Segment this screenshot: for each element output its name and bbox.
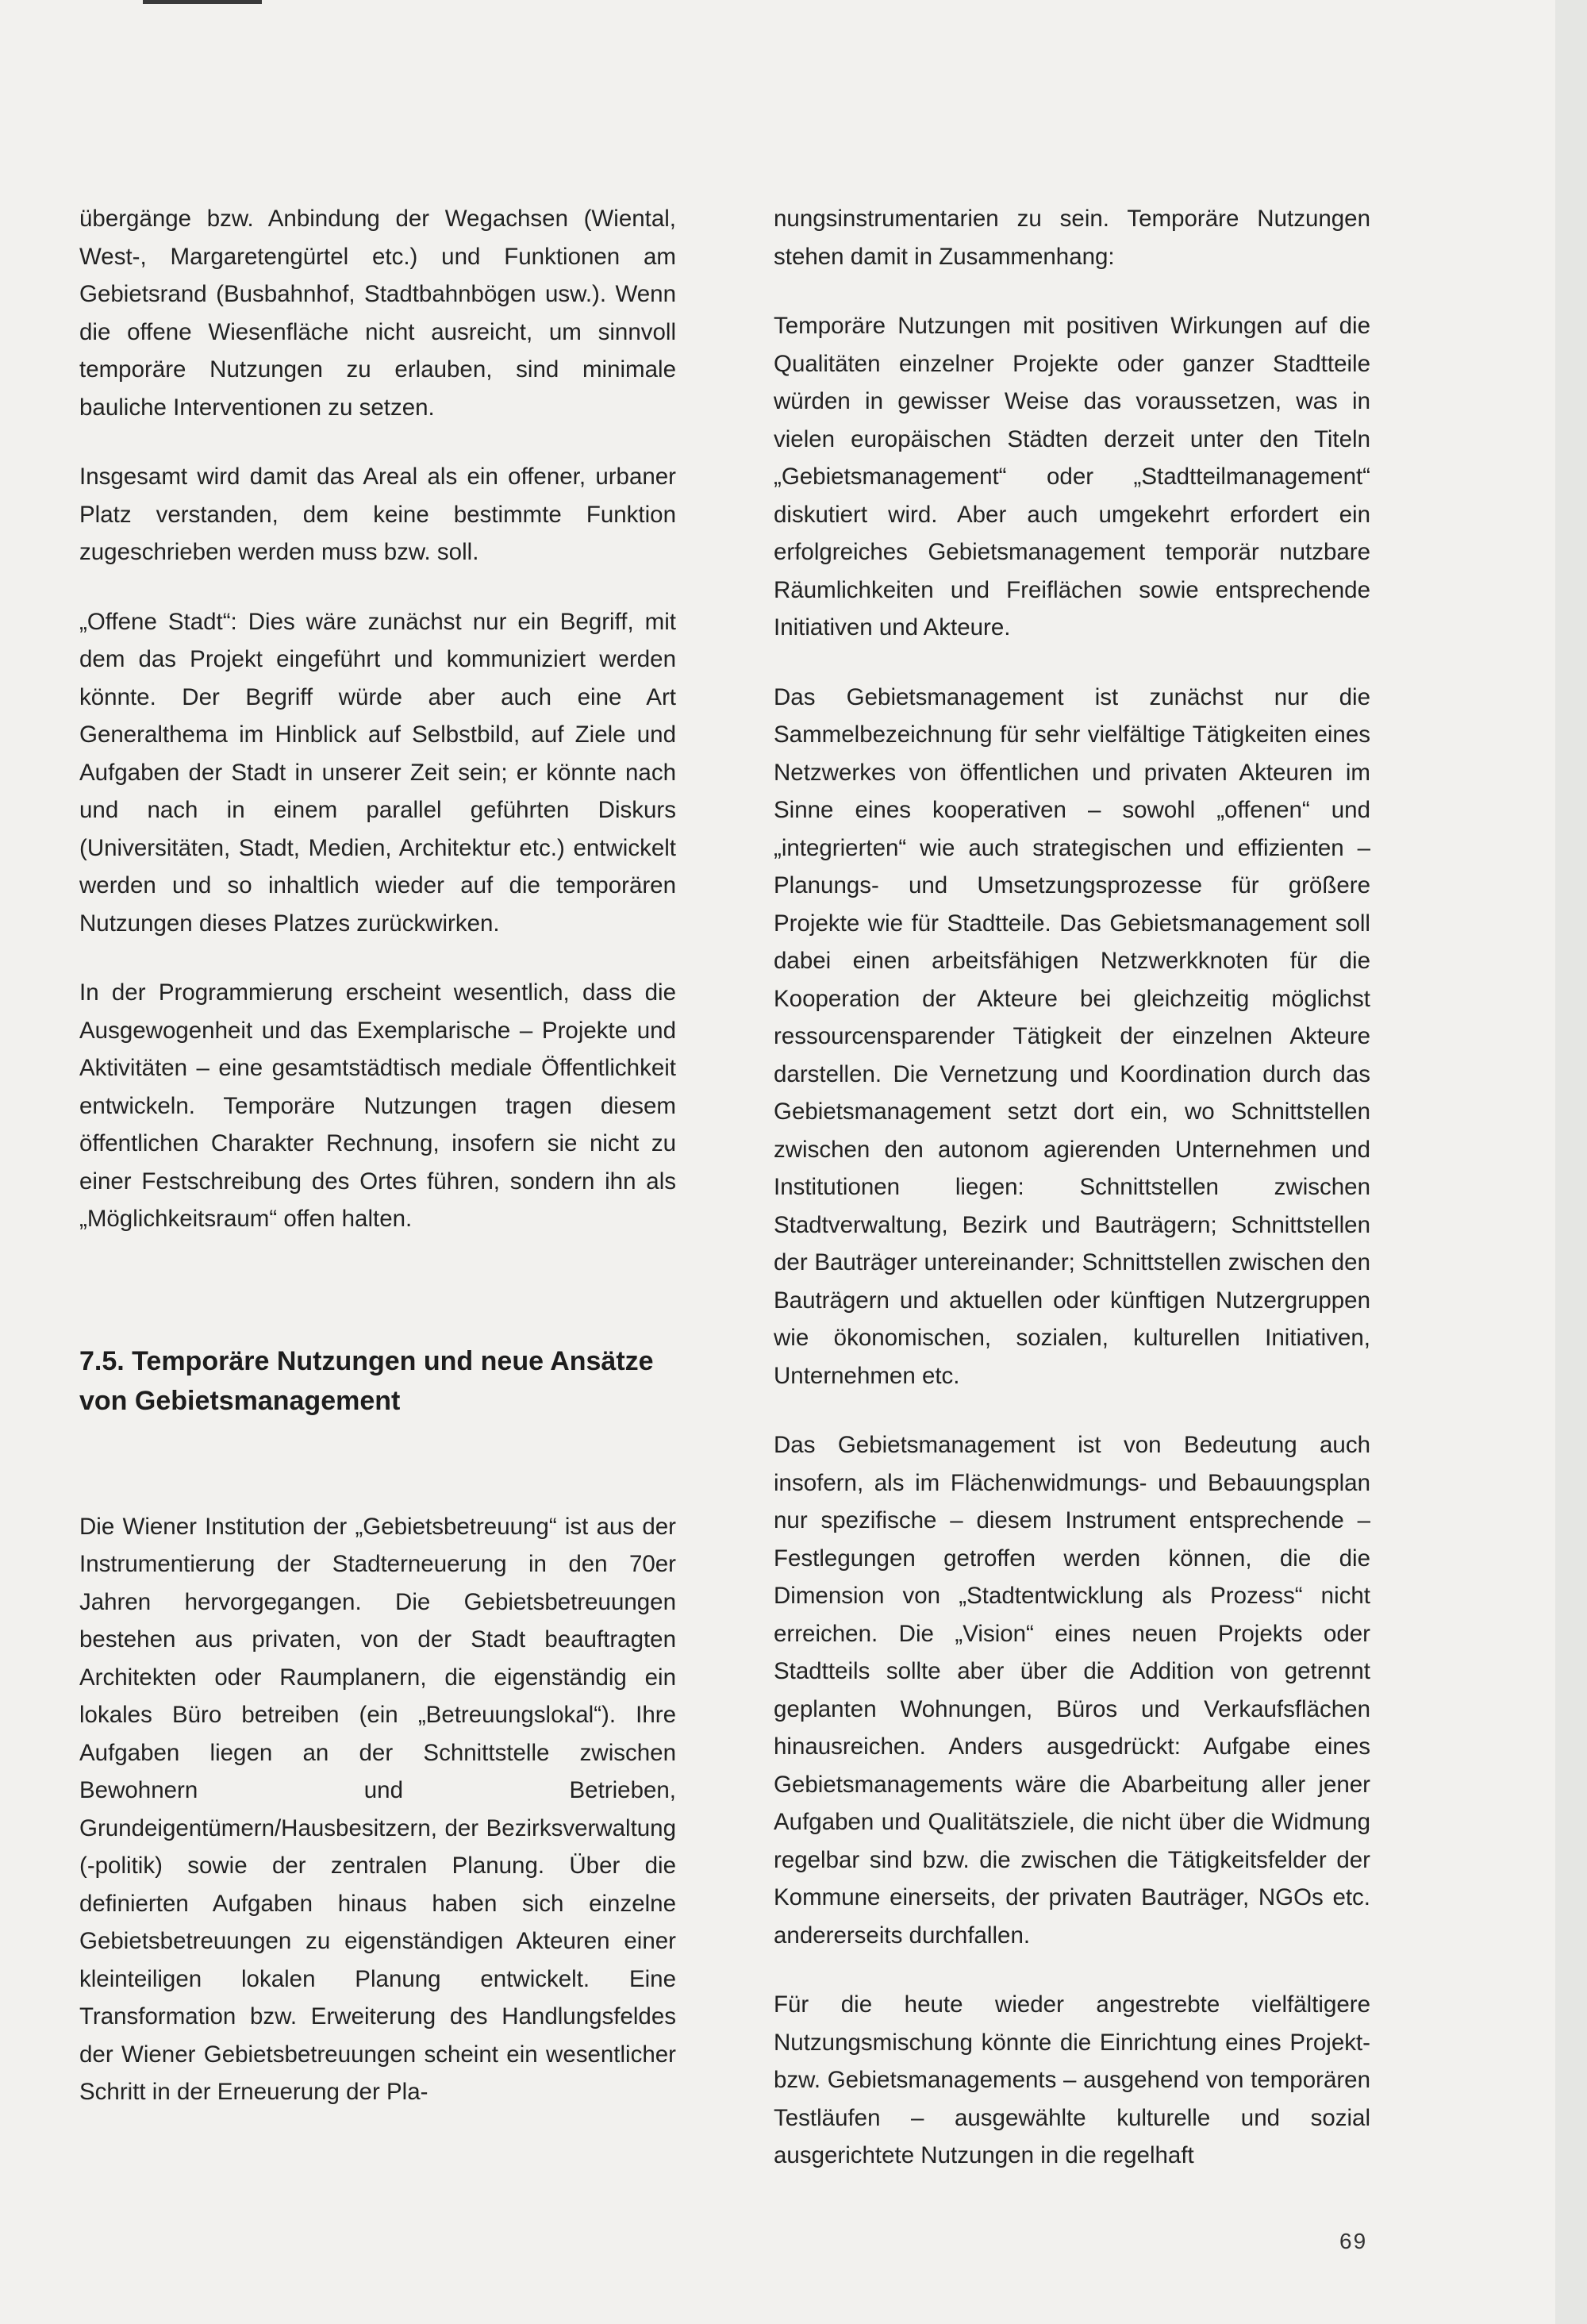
paragraph: Insgesamt wird damit das Areal als ein offener, urbaner Platz verstanden, dem keine bestimmte Funktion zugeschrieben werden muss bzw. soll. <box>79 464 676 565</box>
paragraph: Die Wiener Institution der „Gebietsbetreuung“ ist aus der Instrumentierung der Stadterneuerung in den 70er Jahren hervorgegangen. Die Gebietsbetreuungen bestehen aus privaten, von der Stadt beauftragten Architekten oder Raumplanern, die eigenständig ein lokales Büro betreiben (ein „Betreuungslokal“). Ihre Aufgaben liegen an der Schnittstelle zwischen Bewohnern und Betrieben, Grundeigentümern/Hausbesitzern, der Bezirksverwaltung (-politik) sowie der zentralen Planung. Über die definierten Aufgaben hinaus haben sich einzelne Gebietsbetreuungen zu eigenständigen Akteuren einer kleinteiligen lokalen Planung entwickelt. Eine Transformation bzw. Erweiterung des Handlungsfeldes der Wiener Gebietsbetreuungen scheint ein wesentlicher Schritt in der Erneuerung der Pla- <box>79 1513 676 2105</box>
section-heading <box>79 1341 676 1421</box>
paragraph: Temporäre Nutzungen mit positiven Wirkungen auf die Qualitäten einzelner Projekte oder ganzer Stadtteile würden in gewisser Weise das voraussetzen, was in vielen europäischen Städten derzeit unter den Titeln „Gebietsmanagement“ oder „Stadtteilmanagement“ diskutiert wird. Aber auch umgekehrt erfordert ein erfolgreiches Gebietsmanagement temporär nutzbare Räumlichkeiten und Freiflächen sowie entsprechende Initiativen und Akteure. <box>774 313 1370 641</box>
paragraph: Das Gebietsmanagement ist von Bedeutung auch insofern, als im Flächenwidmungs- und Bebauungsplan nur spezifische – diesem Instrument entsprechende – Festlegungen getroffen werden können, die die Dimension von „Stadtentwicklung als Prozess“ nicht erreichen. Die „Vision“ eines neuen Projekts oder Stadtteils sollte aber über die Addition von getrennt geplanten Wohnungen, Büros und Verkaufsflächen hinausreichen. Anders ausgedrückt: Aufgabe eines Gebietsmanagements wäre die Abarbeitung aller jener Aufgaben und Qualitätsziele, die nicht über die Widmung regelbar sind bzw. die zwischen die Tätigkeitsfelder der Kommune einerseits, der privaten Bauträger, NGOs etc. andererseits durchfallen. <box>774 1432 1370 1949</box>
paragraph: „Offene Stadt“: Dies wäre zunächst nur ein Begriff, mit dem das Projekt eingeführt und kommuniziert werden könnte. Der Begriff würde aber auch eine Art Generalthema im Hinblick auf Selbstbild, auf Ziele und Aufgaben der Stadt in unserer Zeit sein; er könnte nach und nach in einem parallel geführten Diskurs (Universitäten, Stadt, Medien, Architektur etc.) entwickelt werden und so inhaltlich wieder auf die temporären Nutzungen dieses Platzes zurückwirken. <box>79 608 676 937</box>
paragraph: übergänge bzw. Anbindung der Wegachsen (Wiental, West-, Margaretengürtel etc.) und Funktionen am Gebietsrand (Busbahnhof, Stadtbahnbögen usw.). Wenn die offene Wiesenfläche nicht ausreicht, um sinnvoll temporäre Nutzungen zu erlauben, sind minimale bauliche Interventionen zu setzen. <box>79 206 676 421</box>
paragraph: Für die heute wieder angestrebte vielfältigere Nutzungsmischung könnte die Einrichtung eines Projekt- bzw. Gebietsmanagements – ausgehend von temporären Testläufen – ausgewählte kulturelle und sozial ausgerichtete Nutzungen in die regelhaft <box>774 1991 1370 2168</box>
paragraph: nungsinstrumentarien zu sein. Temporäre Nutzungen stehen damit in Zusammenhang: <box>774 206 1370 270</box>
section-title: Temporäre Nutzungen und neue Ansätze von Gebietsmanagement <box>79 1345 654 1416</box>
right-text-column <box>774 200 1370 2207</box>
left-text-column <box>79 200 676 2143</box>
paragraph: Das Gebietsmanagement ist zunächst nur die Sammelbezeichnung für sehr vielfältige Tätigkeiten eines Netzwerkes von öffentlichen und privaten Akteuren im Sinne eines kooperativen – sowohl „offenen“ und „integrierten“ wie auch strategischen und effizienten – Planungs- und Umsetzungsprozesse für größere Projekte wie für Stadtteile. Das Gebietsmanagement soll dabei einen arbeitsfähigen Netzwerkknoten für die Kooperation der Akteure bei gleichzeitig möglichst ressourcensparender Tätigkeit der einzelnen Akteure darstellen. Die Vernetzung und Koordination durch das Gebietsmanagement setzt dort ein, wo Schnittstellen zwischen den autonom agierenden Unternehmen und Institutionen liegen: Schnittstellen zwischen Stadtverwaltung, Bezirk und Bauträgern; Schnittstellen der Bauträger untereinander; Schnittstellen zwischen den Bauträgern und aktuellen oder künftigen Nutzergruppen wie ökonomischen, sozialen, kulturellen Initiativen, Unternehmen etc. <box>774 683 1370 1389</box>
paragraph: In der Programmierung erscheint wesentlich, dass die Ausgewogenheit und das Exemplarische – Projekte und Aktivitäten – eine gesamtstädtisch mediale Öffentlichkeit entwickeln. Temporäre Nutzungen tragen diesem öffentlichen Charakter Rechnung, insofern sie nicht zu einer Festschreibung des Ortes führen, sondern ihn als „Möglichkeitsraum“ offen halten. <box>79 979 676 1232</box>
section-number: 7.5. <box>79 1345 125 1376</box>
page-edge-shadow <box>1555 0 1587 2324</box>
top-edge-mark <box>143 0 262 4</box>
page-number: 69 <box>1339 2229 1368 2253</box>
